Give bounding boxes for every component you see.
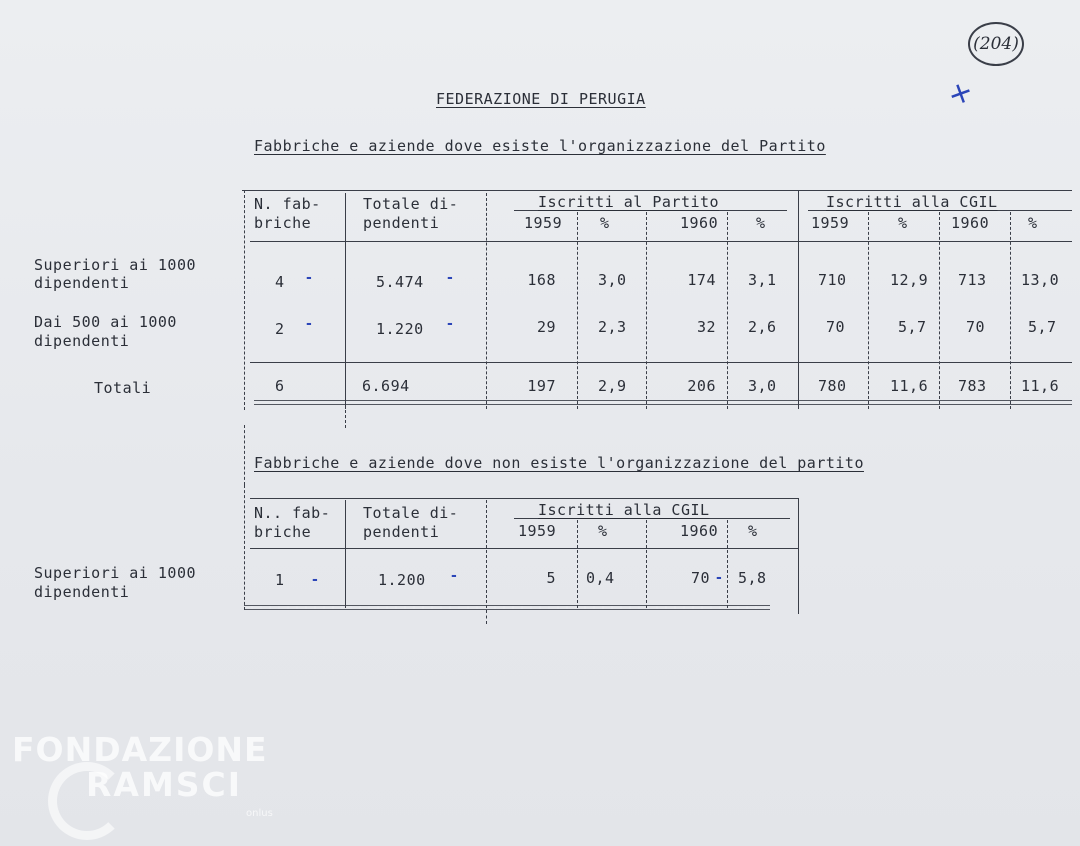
check-mark: - (447, 270, 453, 286)
watermark-logo: FONDAZIONE (12, 730, 268, 769)
header-iscritti-partito: Iscritti al Partito (538, 193, 720, 211)
header-nfab: N.. fab- (254, 504, 331, 522)
check-mark: - (312, 572, 318, 588)
header-totale: Totale di- (363, 504, 459, 522)
check-mark: - (451, 568, 457, 584)
check-mark: - (447, 316, 453, 332)
header-totale: Totale di- (363, 195, 459, 213)
header-iscritti-cgil: Iscritti alla CGIL (538, 501, 710, 519)
page-number-stamp: (204) (968, 22, 1024, 66)
header-iscritti-cgil: Iscritti alla CGIL (826, 193, 998, 211)
section1-heading: Fabbriche e aziende dove esiste l'organizzazione del Partito (254, 137, 826, 155)
check-mark: - (716, 570, 722, 586)
pen-mark: + (942, 72, 979, 115)
document-page: (204) + FEDERAZIONE DI PERUGIA Fabbriche e aziende dove esiste l'organizzazione del Partito N. fab- briche Totale di- pendenti Iscritti al Partito Iscritti alla CGIL 1959 % 1960 % 1959 % 1960 % Superiori ai 1000 dipendenti 4 5.474 168 3,0 174 3,1 710 12,9 713 13,0 Dai 500 ai 1000 dipendenti 2 1.220 29 2,3 32 2,6 70 5,7 70 5,7 Totali 6 6.694 197 2,9 206 3,0 780 11,6 783 11,6 - - - - Fabbriche e aziende dove non esiste l'organizzazione del partito N.. fab- briche Totale di- pendenti Iscritti alla CGIL 1959 % 1960 % Superiori ai 1000 dipendenti 1 1.200 5 0,4 70 5,8 - - - FONDAZIONE RAMSCI onlus (0, 0, 1080, 846)
section2-heading: Fabbriche e aziende dove non esiste l'organizzazione del partito (254, 454, 864, 472)
header-nfab: N. fab- (254, 195, 321, 213)
check-mark: - (306, 270, 312, 286)
check-mark: - (306, 316, 312, 332)
document-title: FEDERAZIONE DI PERUGIA (436, 90, 646, 108)
